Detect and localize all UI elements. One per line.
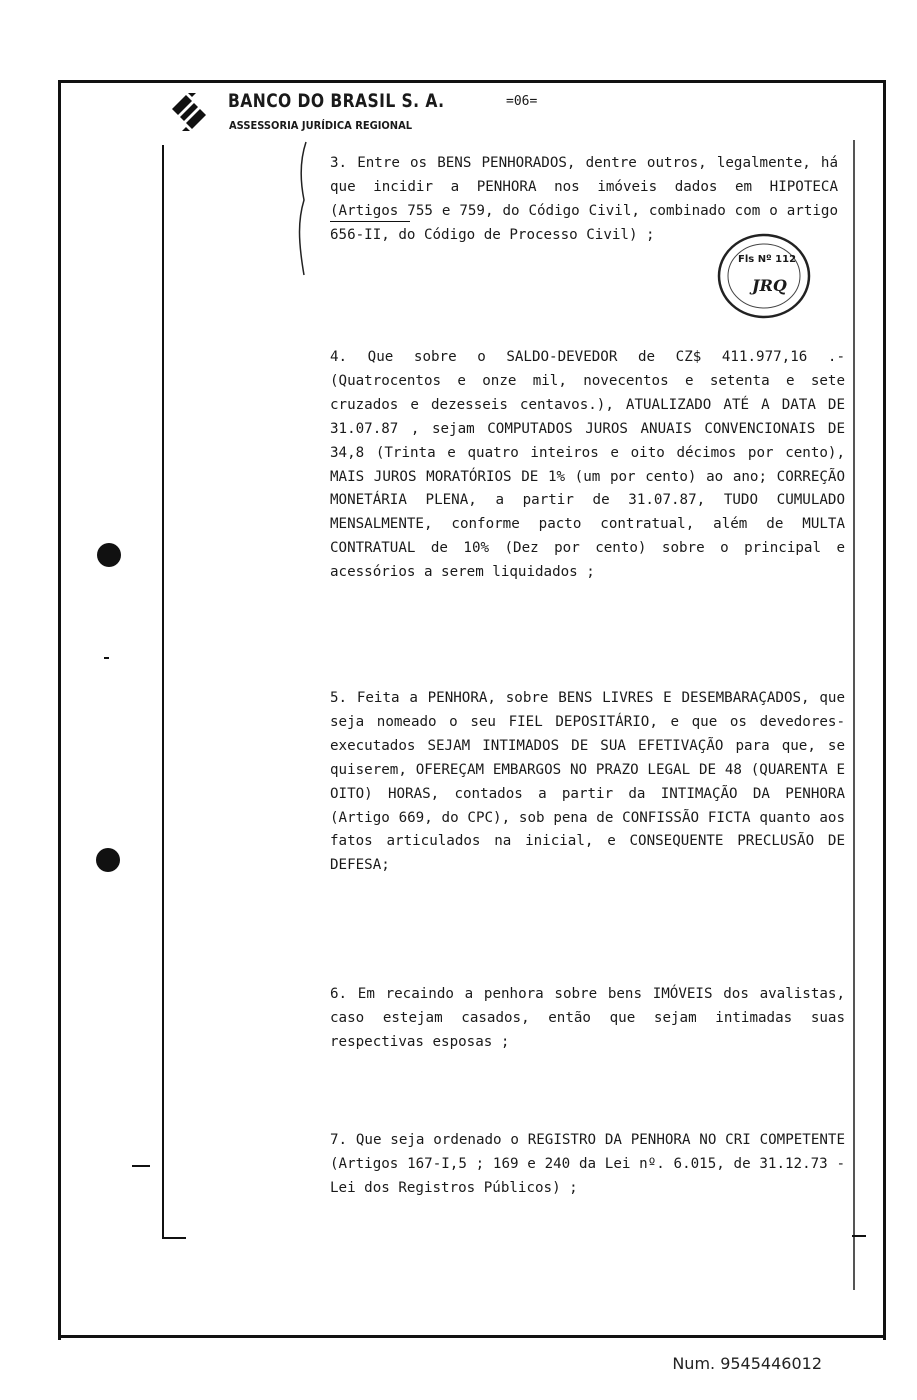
paragraph-6: 6. Em recaindo a penhora sobre bens IMÓVEIS dos avalistas, caso estejam casados, então que sejam intimadas suas respectivas esposas ; [330,986,845,1050]
text-right-rule [853,140,855,1290]
paragraph-4: 4. Que sobre o SALDO-DEVEDOR de CZ$ 411.977,16 .- (Quatrocentos e onze mil, novecentos e setenta e sete cruzados e dezesseis centavos.), ATUALIZADO ATÉ A DATA DE 31.07.87 , sejam COMPUTADOS JUROS ANUAIS CONVENCIONAIS DE 34,8 (Trinta e quatro inteiros e oito décimos por cento), MAIS JUROS MORATÓRIOS DE 1% (um por cento) ao ano; CORREÇÃO MONETÁRIA PLENA, a partir de 31.07.87, TUDO CUMULADO MENSALMENTE, conforme pacto contratual, além de MULTA CONTRATUAL de 10% (Dez por cento) sobre o principal e acessórios a serem liquidados ; [330,349,845,581]
stamp-fls-text: Fls Nº 112 [738,254,797,265]
stamp-initials: JRQ [752,276,787,295]
paragraph-7: 7. Que seja ordenado o REGISTRO DA PENHORA NO CRI COMPETENTE (Artigos 167-I,5 ; 169 e 240 da Lei nº. 6.015, de 31.12.73 - Lei dos Registros Públicos) ; [330,1132,845,1196]
page-right-border [883,80,886,1340]
punch-hole-lower [96,848,120,872]
margin-dash-left [132,1165,150,1167]
page-bottom-border [60,1335,886,1338]
page-number: =06= [506,94,538,109]
margin-line [162,145,164,1237]
bank-name: BANCO DO BRASIL S. A. [228,90,445,112]
punch-hole-upper [97,543,121,567]
hipoteca-underline [330,221,410,222]
paragraph-5: 5. Feita a PENHORA, sobre BENS LIVRES E DESEMBARAÇADOS, que seja nomeado o seu FIEL DEPOSITÁRIO, e que os devedores-executados SEJAM INTIMADOS DE SUA EFETIVAÇÃO para que, se quiserem, OFEREÇAM EMBARGOS NO PRAZO LEGAL DE 48 (QUARENTA E OITO) HORAS, contados a partir da INTIMAÇÃO DA PENHORA (Artigo 669, do CPC), sob pena de CONFISSÃO FICTA quanto aos fatos articulados na inicial, e CONSEQUENTE PRECLUSÃO DE DEFESA; [330,690,845,874]
paragraph-3: 3. Entre os BENS PENHORADOS, dentre outros, legalmente, há que incidir a PENHORA nos imóveis dados em HIPOTECA (Artigos 755 e 759, do Código Civil, combinado com o artigo 656-II, do Código de Processo Civil) ; [330,155,838,243]
bank-logo-icon [166,89,212,135]
margin-bracket [292,140,312,284]
document-number: Num. 9545446012 [672,1354,822,1373]
department-name: ASSESSORIA JURÍDICA REGIONAL [229,119,413,132]
margin-line-foot [162,1237,186,1239]
court-stamp [716,232,812,320]
margin-dash-right [852,1235,866,1237]
margin-dash-mid [104,657,109,659]
page-top-border [60,80,886,83]
page-left-border [58,80,61,1340]
